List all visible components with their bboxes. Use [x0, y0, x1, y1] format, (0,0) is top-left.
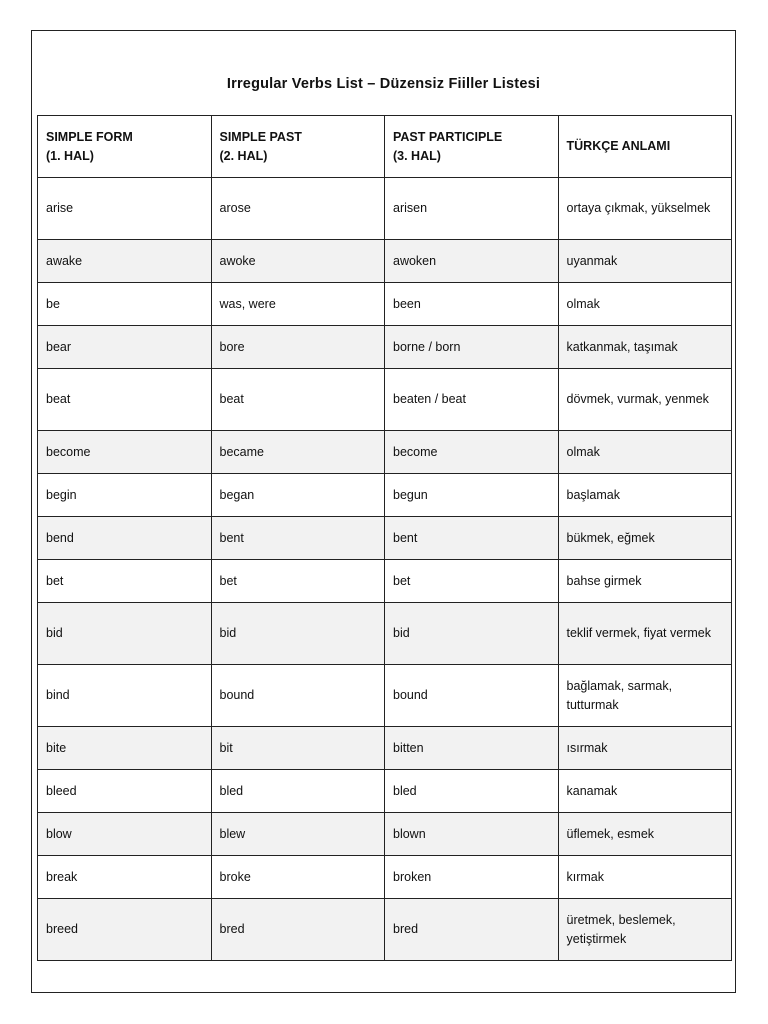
table-row — [38, 517, 732, 560]
document-title: Irregular Verbs List – Düzensiz Fiiller Listesi — [226, 76, 541, 92]
table-row — [38, 326, 732, 369]
cell-turkish: kanamak — [558, 770, 732, 813]
cell-base: become — [38, 431, 212, 474]
cell-participle: broken — [385, 856, 559, 899]
cell-past: awoke — [211, 240, 385, 283]
cell-turkish: uyanmak — [558, 240, 732, 283]
header-simple-form — [38, 116, 212, 178]
header-past-participle-sub: (3. HAL) — [393, 148, 441, 163]
cell-past: bred — [211, 899, 385, 961]
header-turkish-meaning — [558, 116, 732, 178]
table-row — [38, 474, 732, 517]
table-row — [38, 665, 732, 727]
cell-turkish: üflemek, esmek — [558, 813, 732, 856]
cell-past: bent — [211, 517, 385, 560]
cell-participle: awoken — [385, 240, 559, 283]
cell-past: began — [211, 474, 385, 517]
cell-turkish: ortaya çıkmak, yükselmek — [558, 178, 732, 240]
cell-past: bore — [211, 326, 385, 369]
cell-base: blow — [38, 813, 212, 856]
cell-past: bet — [211, 560, 385, 603]
table-row — [38, 899, 732, 961]
cell-turkish: kırmak — [558, 856, 732, 899]
header-turkish-meaning-label: TÜRKÇE ANLAMI — [566, 139, 671, 153]
cell-participle: been — [385, 283, 559, 326]
cell-turkish: bükmek, eğmek — [558, 517, 732, 560]
table-row — [38, 603, 732, 665]
irregular-verbs-table — [37, 115, 732, 961]
header-past-participle-label: PAST PARTICIPLE — [393, 129, 503, 144]
header-simple-past-sub: (2. HAL) — [219, 148, 268, 163]
table-row — [38, 431, 732, 474]
cell-base: breed — [38, 899, 212, 961]
table-row — [38, 813, 732, 856]
cell-turkish: teklif vermek, fiyat vermek — [558, 603, 732, 665]
cell-base: bear — [38, 326, 212, 369]
table-row — [38, 770, 732, 813]
cell-participle: bid — [385, 603, 559, 665]
cell-participle: borne / born — [385, 326, 559, 369]
cell-past: bled — [211, 770, 385, 813]
header-simple-form-label: SIMPLE FORM — [46, 129, 133, 144]
table-row — [38, 178, 732, 240]
table-row — [38, 856, 732, 899]
cell-past: became — [211, 431, 385, 474]
cell-base: be — [38, 283, 212, 326]
cell-turkish: katkanmak, taşımak — [558, 326, 732, 369]
cell-past: arose — [211, 178, 385, 240]
cell-base: begin — [38, 474, 212, 517]
cell-turkish: olmak — [558, 431, 732, 474]
cell-participle: bled — [385, 770, 559, 813]
cell-base: break — [38, 856, 212, 899]
header-simple-past — [211, 116, 385, 178]
table-row — [38, 283, 732, 326]
table-row — [38, 727, 732, 770]
cell-past: blew — [211, 813, 385, 856]
cell-turkish: olmak — [558, 283, 732, 326]
cell-base: bend — [38, 517, 212, 560]
cell-participle: beaten / beat — [385, 369, 559, 431]
cell-past: broke — [211, 856, 385, 899]
table-header-row — [38, 116, 732, 178]
cell-base: bid — [38, 603, 212, 665]
cell-base: awake — [38, 240, 212, 283]
cell-participle: blown — [385, 813, 559, 856]
cell-turkish: üretmek, beslemek, yetiştirmek — [558, 899, 732, 961]
cell-base: beat — [38, 369, 212, 431]
cell-participle: begun — [385, 474, 559, 517]
header-past-participle — [385, 116, 559, 178]
cell-participle: bitten — [385, 727, 559, 770]
cell-past: was, were — [211, 283, 385, 326]
cell-base: bet — [38, 560, 212, 603]
cell-base: arise — [38, 178, 212, 240]
cell-past: bit — [211, 727, 385, 770]
table-row — [38, 369, 732, 431]
table-row — [38, 240, 732, 283]
cell-base: bite — [38, 727, 212, 770]
cell-participle: bred — [385, 899, 559, 961]
cell-turkish: bağlamak, sarmak, tutturmak — [558, 665, 732, 727]
cell-base: bleed — [38, 770, 212, 813]
table-row — [38, 560, 732, 603]
cell-participle: bound — [385, 665, 559, 727]
cell-turkish: başlamak — [558, 474, 732, 517]
cell-turkish: ısırmak — [558, 727, 732, 770]
cell-base: bind — [38, 665, 212, 727]
cell-past: bound — [211, 665, 385, 727]
cell-participle: arisen — [385, 178, 559, 240]
cell-past: beat — [211, 369, 385, 431]
cell-turkish: dövmek, vurmak, yenmek — [558, 369, 732, 431]
cell-past: bid — [211, 603, 385, 665]
cell-participle: become — [385, 431, 559, 474]
cell-participle: bet — [385, 560, 559, 603]
cell-participle: bent — [385, 517, 559, 560]
cell-turkish: bahse girmek — [558, 560, 732, 603]
header-simple-past-label: SIMPLE PAST — [219, 129, 302, 144]
header-simple-form-sub: (1. HAL) — [46, 148, 94, 163]
